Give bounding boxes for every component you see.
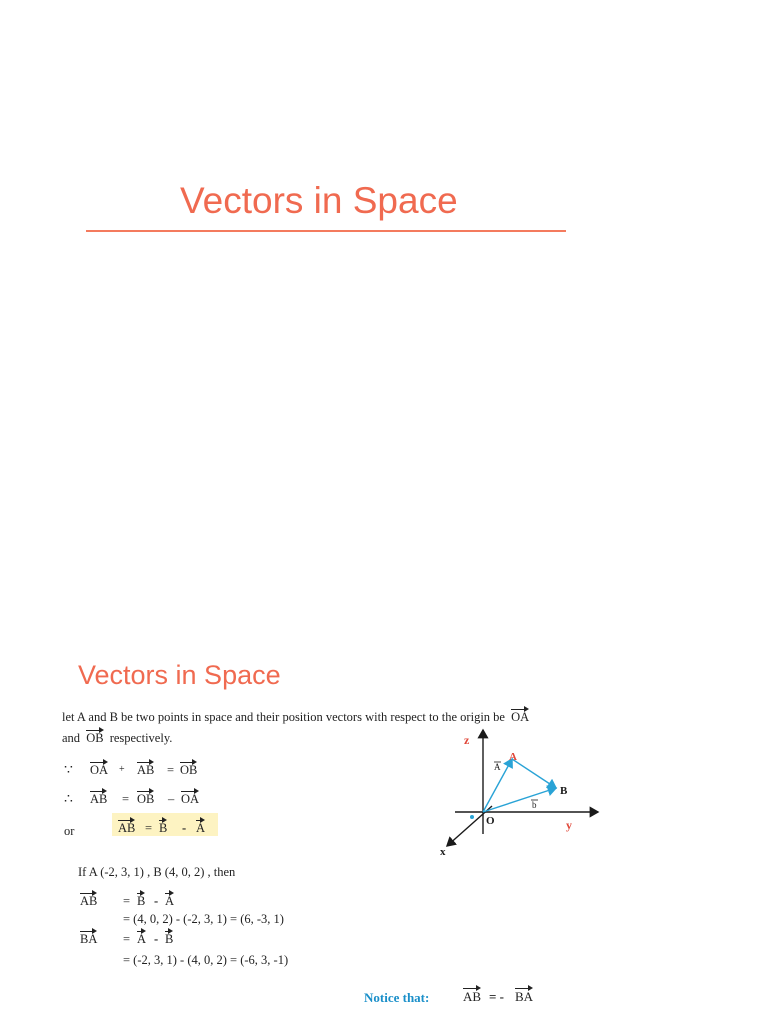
ex-AB-equals: = [123,894,131,908]
eq2-OB: OB [137,789,154,807]
eq2-equals: = [122,792,130,806]
label-x: x [440,846,446,858]
vector-AB-arrow [512,759,556,788]
label-vec-b: b [532,800,537,810]
ex-BA-equals: = [123,932,131,946]
eq1-plus: + [119,764,125,775]
eq3-equals: = [145,821,153,835]
eq1-equals: = [167,763,175,777]
ex-BA-lhs: BA [80,929,97,947]
ex-AB-calculation: = (4, 0, 2) - (-2, 3, 1) = (6, -3, 1) [123,912,284,926]
vector-OB: OB [86,728,103,745]
eq3-minus: - [182,821,187,835]
label-origin: O [486,815,495,827]
label-point-A: A [509,751,517,763]
notice-label: Notice that: [364,990,430,1005]
title-underline [86,230,566,232]
vector-OA: OA [511,707,529,724]
eq3-A: A [196,818,205,836]
eq1-AB: AB [137,760,154,778]
notice-BA: BA [515,986,533,1005]
ex-AB-A: A [165,891,174,909]
eq2-OA: OA [181,789,199,807]
ex-BA-minus: - [154,932,159,946]
ex-AB-B: B [137,891,145,909]
eq1-OA: OA [90,760,108,778]
eq1-OB: OB [180,760,197,778]
intro-text: let A and B be two points in space and their position vectors with respect to the origin be [62,710,505,724]
because-symbol: ∵ [64,763,73,778]
therefore-symbol: ∴ [64,792,73,807]
label-vec-a: A [494,762,501,772]
slide1-title: Vectors in Space [180,180,458,221]
origin-dot [470,815,474,819]
ex-BA-calculation: = (-2, 3, 1) - (4, 0, 2) = (-6, 3, -1) [123,953,289,967]
label-point-B: B [560,785,568,797]
label-y: y [566,818,572,832]
intro-line-2 [62,728,172,746]
vector-diagram [430,722,605,862]
eq3-AB: AB [118,818,135,836]
ex-BA-A: A [137,929,146,947]
ex-AB-lhs: AB [80,891,97,909]
notice-equals-minus: = - [489,989,504,1004]
ex-BA-B: B [165,929,173,947]
notice-AB: AB [463,986,481,1005]
intro-and: and [62,731,81,745]
intro-respectively: respectively. [109,731,173,745]
eq2-minus: – [168,792,175,806]
ex-AB-minus: - [154,894,159,908]
slide2-title: Vectors in Space [78,660,281,690]
example-intro: If A (-2, 3, 1) , B (4, 0, 2) , then [78,865,236,879]
eq2-AB: AB [90,789,107,807]
eq3-B: B [159,818,167,836]
or-label: or [64,824,75,838]
label-z: z [464,733,470,747]
